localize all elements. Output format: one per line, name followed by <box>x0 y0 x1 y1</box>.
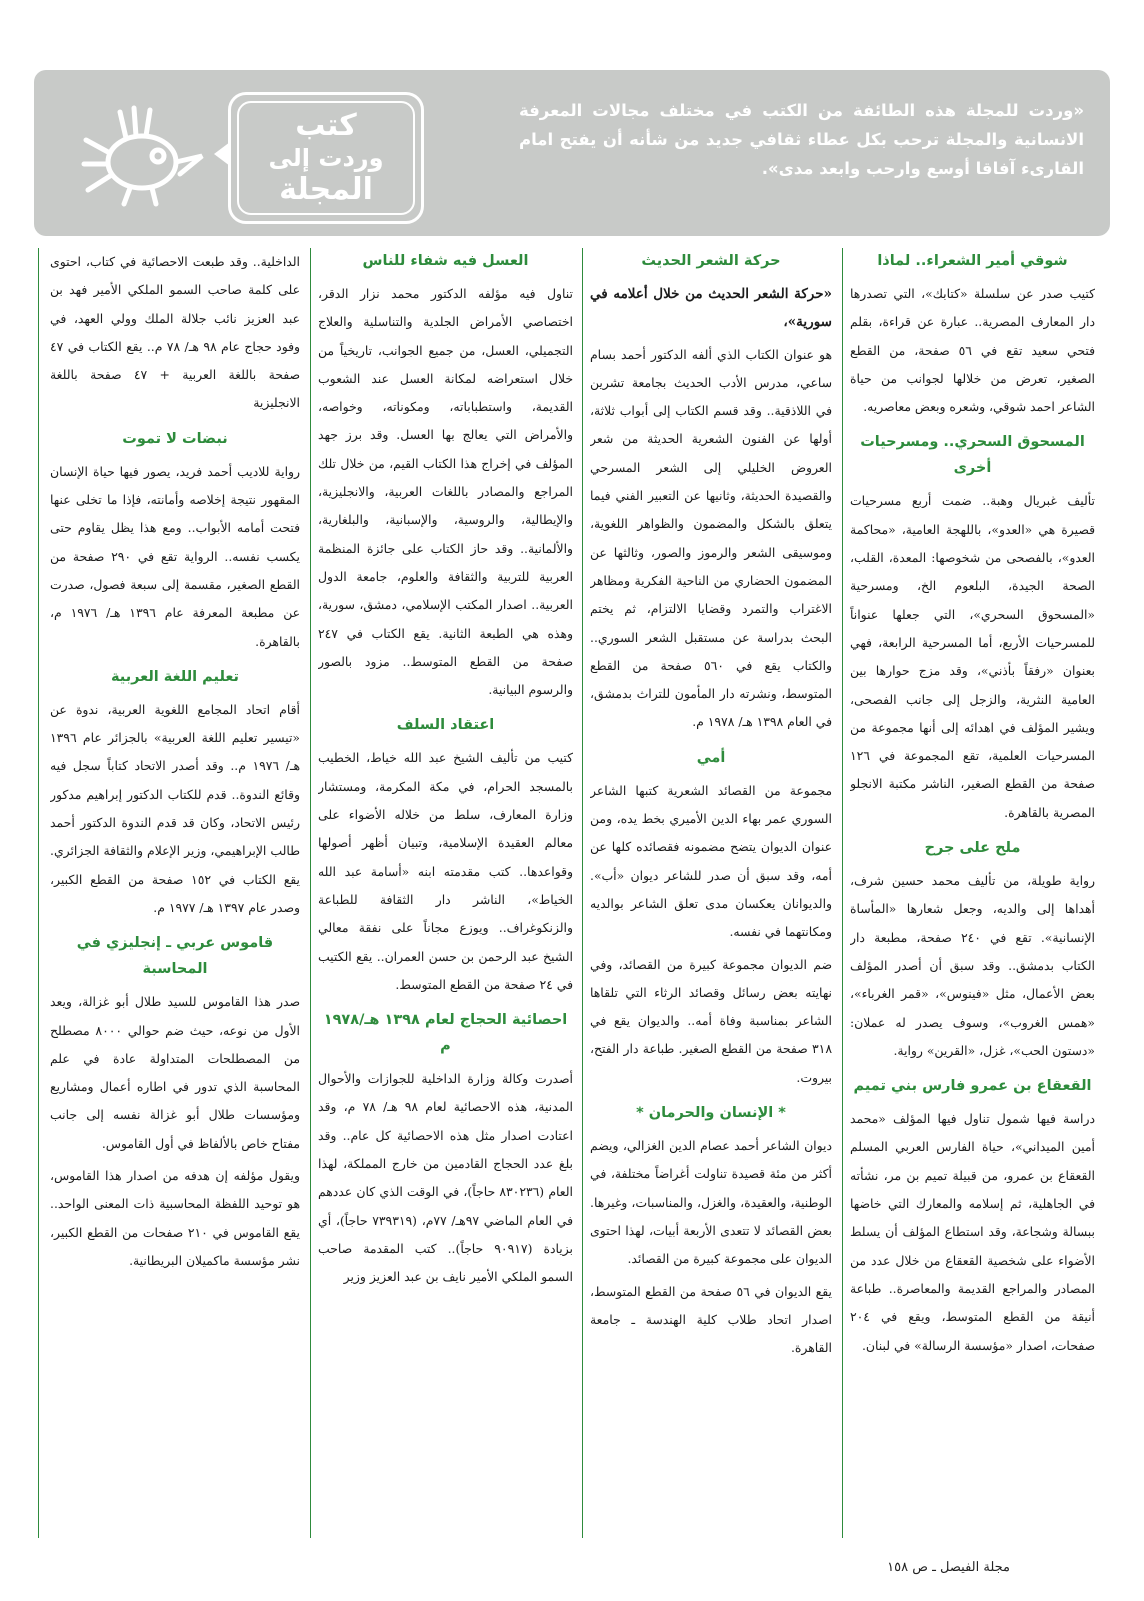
article-title: تعليم اللغة العربية <box>110 668 240 685</box>
logo-title <box>237 101 415 215</box>
article-body: هو عنوان الكتاب الذي ألفه الدكتور أحمد بسام ساعي، مدرس الأدب الحديث بجامعة تشرين في اللاذقية.. وقد قسم الكتاب إلى أبواب ثلاثة، أولها عن الفنون الشعرية الحديثة من شعر العروض الخليلي إلى الشعر المسرحي والقصيدة الحديثة، وثانيها عن التعبير الفني فيما يتعلق بالشكل والمضمون والظواهر اللغوية، وموسيقى الشعر والرموز والصور، وثالثها عن المضمون الحضاري من الناحية الفكرية ومظاهر الاغتراب والتمرد وقضايا الالتزام، ثم يختم البحث بدراسة عن مستقبل الشعر السوري.. والكتاب يقع في ٥٦٠ صفحة من القطع المتوسط، ونشرته دار المأمون للتراث بدمشق، في العام ١٣٩٨ هـ/ ١٩٧٨ م. <box>590 346 832 730</box>
logo-line-2: وردت إلى <box>268 144 384 172</box>
article-body: يقع الديوان في ٥٦ صفحة من القطع المتوسط، اصدار اتحاد طلاب كلية الهندسة ـ جامعة القاهرة. <box>590 1283 832 1356</box>
article-title: احصائية الحجاج لعام ١٣٩٨ هـ/١٩٧٨ م <box>323 1012 568 1055</box>
article-body: تناول فيه مؤلفه الدكتور محمد نزار الدقر، اختصاصي الأمراض الجلدية والتناسلية والعلاج التجميلي، العسل، من جميع الجوانب، تاريخياً من خلال استعراضه لمكانة العسل عند الشعوب القديمة، واستطباباته، ومكوناته، وخواصه، والأمراض التي يعالج بها العسل. وقد برز جهد المؤلف في إخراج هذا الكتاب القيم، من خلال تلك المراجع والمصادر باللغات العربية، والانجليزية، والإيطالية، والروسية، والإسبانية، والبلغارية، والألمانية.. وقد حاز الكتاب على جائزة المنظمة العربية للتربية والثقافة والعلوم، جامعة الدول العربية.. اصدار المكتب الإسلامي، دمشق، سورية، وهذه هي الطبعة الثانية. يقع الكتاب في ٢٤٧ صفحة من القطع المتوسط.. مزود بالصور والرسوم البيانية. <box>318 286 573 698</box>
logo-bubble <box>228 92 424 224</box>
logo-line-1: كتب <box>295 108 357 143</box>
article-body: كتيب صدر عن سلسلة «كتابك»، التي تصدرها دار المعارف المصرية.. عبارة عن قراءة، بقلم فتحي سعيد تقع في ٥٦ صفحة، من القطع الصغير، تعرض من خلالها لجوانب من حياة الشاعر احمد شوقي، وشعره وبعض معاصريه. <box>850 286 1095 415</box>
article-body: مجموعة من القصائد الشعرية كتبها الشاعر السوري عمر بهاء الدين الأميري بخط يده، ومن عنوان الديوان يتضح مضمونه فقصائده كلها عن أمه، وقد سبق أن صدر للشاعر ديوان «أب». والديوانان يعكسان مدى تعلق الشاعر بوالديه ومكانتهما في نفسه. <box>590 782 832 940</box>
article-title: أمي <box>696 749 726 766</box>
article-body: رواية طويلة، من تأليف محمد حسين شرف، أهداها إلى والديه، وجعل شعارها «المأساة الإنسانية». تقع في ٢٤٠ صفحة، مطبعة دار الكتاب بدمشق.. وقد سبق أن أصدر المؤلف بعض الأعمال، مثل «فينوس»، «قمر الغرباء»، «همس الغروب»، وسوف يصدر له عملان: «دستون الحب»، غزل، «القرين» رواية. <box>850 873 1095 1058</box>
article-title: المسحوق السحري.. ومسرحيات أخرى <box>860 434 1085 477</box>
article-title: نبضات لا تموت <box>122 430 228 447</box>
column-divider <box>310 248 311 1538</box>
article-title: ملح على جرح <box>924 840 1021 857</box>
article-title: قاموس عربي ـ إنجليزي في المحاسبة <box>76 935 274 978</box>
column-4 <box>50 248 300 1538</box>
article-body: صدر هذا القاموس للسيد طلال أبو غزالة، ويعد الأول من نوعه، حيث ضم حوالي ٨٠٠٠ مصطلح من المصطلحات المتداولة عادة في علم المحاسبة الذي تدور في اطاره أعمال ومشاريع ومؤسسات طلال أبو غزالة نفسه إلى جانب مفتاح خاص بالألفاظ في أول القاموس. <box>50 994 300 1151</box>
article-body: أصدرت وكالة وزارة الداخلية للجوازات والأحوال المدنية، هذه الاحصائية لعام ٩٨ هـ/ ٧٨ م، وقد اعتادت اصدار مثل هذه الاحصائية كل عام.. وقد بلغ عدد الحجاج القادمين من خارج المملكة، لهذا العام (٨٣٠٢٣٦ حاجاً)، في الوقت الذي كان عددهم في العام الماضي ٩٧هـ/ ٧٧م، (٧٣٩٣١٩ حاجاً)، أي بزيادة (٩٠٩١٧ حاجاً).. كتب المقدمة صاحب السمو الملكي الأمير نايف بن عبد العزيز وزير <box>318 1071 573 1285</box>
banner-intro-text: «وردت للمجلة هذه الطائفة من الكتب في مختلف مجالات المعرفة الانسانية والمجلة ترحب بكل عطاء ثقافي جديد من شأنه أن يفتح امام القارىء آفاقا أوسع وارحب وابعد مدى». <box>519 101 1084 178</box>
article-title: حركة الشعر الحديث <box>641 253 781 269</box>
article-title: شوقي أمير الشعراء.. لماذا <box>877 253 1068 269</box>
column-2 <box>590 248 832 1538</box>
column-divider <box>842 248 843 1538</box>
article-body: رواية للاديب أحمد فريد، يصور فيها حياة الإنسان المقهور نتيجة إخلاصه وأمانته، فإذا ما تخلى عنها فتحت أمامه الأبواب.. ومع هذا يظل يقاوم حتى يكسب نفسه.. الرواية تقع في ٢٩٠ صفحة من القطع الصغير، مقسمة إلى سبعة فصول، صدرت عن مطبعة المعرفة عام ١٣٩٦ هـ/ ١٩٧٦ م، بالقاهرة. <box>50 463 300 649</box>
column-3 <box>318 248 573 1538</box>
article-body: ضم الديوان مجموعة كبيرة من القصائد، وفي نهايته بعض رسائل وقصائد الرثاء التي تلقاها الشاعر بمناسبة وفاة أمه.. والديوان يقع في ٣١٨ صفحة من القطع الصغير. طباعة دار الفتح، بيروت. <box>590 956 832 1085</box>
column-divider <box>38 248 39 1538</box>
section-banner <box>34 70 1110 236</box>
article-body: كتيب من تأليف الشيخ عبد الله خياط، الخطيب بالمسجد الحرام، في مكة المكرمة، ومستشار وزارة المعارف، سلط من خلاله الأضواء على معالم العقيدة الإسلامية، وتبيان أظهر أصولها وقواعدها.. كتب مقدمته ابنه «أسامة عبد الله الخياط»، الناشر دار الثقافة للطباعة والزنكوغراف.. ويوزع مجاناً على نفقة معالي الشيخ عبد الرحمن بن حسن العمران.. يقع الكتيب في ٢٤ صفحة من القطع المتوسط. <box>318 750 573 992</box>
logo-line-3: المجلة <box>279 172 373 207</box>
article-title: اعتقاد السلف <box>396 717 495 734</box>
article-body: الداخلية.. وقد طبعت الاحصائية في كتاب، احتوى على كلمة صاحب السمو الملكي الأمير فهد بن عبد العزيز نائب جلالة الملك وولي العهد، في وفود حجاج عام ٩٨ هـ/ ٧٨ م.. يقع الكتاب في ٤٧ صفحة باللغة العربية + ٤٧ صفحة باللغة الانجليزية <box>50 254 300 411</box>
column-1 <box>850 248 1095 1538</box>
article-body: ديوان الشاعر أحمد عصام الدين الغزالي، ويضم أكثر من مئة قصيدة تناولت أغراضاً مختلفة، في الوطنية، والعقيدة، والغزل، والمناسبات، وغيرها. بعض القصائد لا تتعدى الأربعة أبيات، لهذا احتوى الديوان على مجموعة كبيرة من القصائد. <box>590 1138 832 1267</box>
article-body: تأليف غبريال وهبة.. ضمت أربع مسرحيات قصيرة هي «العدو»، باللهجة العامية، «محاكمة العدو»، بالفصحى من شخوصها: المعدة، القلب، الصحة الجيدة، البلعوم الخ، ومسرحية «المسحوق السحري»، التي جعلها عنواناً للمسرحيات الأربع، أما المسرحية الرابعة، فهي بعنوان «رفقاً بأذني»، وقد مزج حوارها بين العامية النثرية، والزجل إلى جانب الفصحى، ويشير المؤلف في اهدائه إلى أنها مجموعة من المسرحيات العلمية، تقع المجموعة في ١٢٦ صفحة من القطع الصغير، الناشر مكتبة الانجلو المصرية بالقاهرة. <box>850 493 1095 820</box>
bird-logo-icon <box>80 100 210 210</box>
article-lead: «حركة الشعر الحديث من خلال أعلامه في سورية»، <box>590 286 832 331</box>
article-title: * الإنسان والحرمان * <box>636 1105 786 1122</box>
article-body: دراسة فيها شمول تناول فيها المؤلف «محمد أمين الميداني»، حياة الفارس العربي المسلم القعقاع بن عمرو، من قبيلة تميم بن مر، نشأته في الجاهلية، ثم إسلامه والمعارك التي خاضها ببسالة وشجاعة، وقد استطاع المؤلف أن يسلط الأضواء على شخصية القعقاع من خلال عدد من المصادر والمراجع القديمة والمعاصرة.. طباعة أنيقة من القطع المتوسط، ويقع في ٢٠٤ صفحات، اصدار «مؤسسة الرسالة» في لبنان. <box>850 1111 1095 1353</box>
column-divider <box>582 248 583 1538</box>
article-body: أقام اتحاد المجامع اللغوية العربية، ندوة عن «تيسير تعليم اللغة العربية» بالجزائر عام ١٣٩٦ هـ/ ١٩٧٦ م.. وقد أصدر الاتحاد كتاباً سجل فيه وقائع الندوة.. قدم للكتاب الدكتور إبراهيم مدكور رئيس الاتحاد، وكان قد قدم الندوة الدكتور أحمد طالب الإبراهيمي، وزير الإعلام والثقافة الجزائري. يقع الكتاب في ١٥٢ صفحة من القطع الكبير، وصدر عام ١٣٩٧ هـ/ ١٩٧٧ م. <box>50 701 300 915</box>
article-title: العسل فيه شفاء للناس <box>362 253 529 269</box>
article-title: القعقاع بن عمرو فارس بني تميم <box>853 1078 1092 1095</box>
article-body: ويقول مؤلفه إن هدفه من اصدار هذا القاموس، هو توحيد اللفظة المحاسبية ذات المعنى الواحد.. يقع القاموس في ٢١٠ صفحات من القطع الكبير، نشر مؤسسة ماكميلان البريطانية. <box>50 1168 300 1268</box>
page-footer: مجلة الفيصل ـ ص ١٥٨ <box>887 1560 1010 1575</box>
